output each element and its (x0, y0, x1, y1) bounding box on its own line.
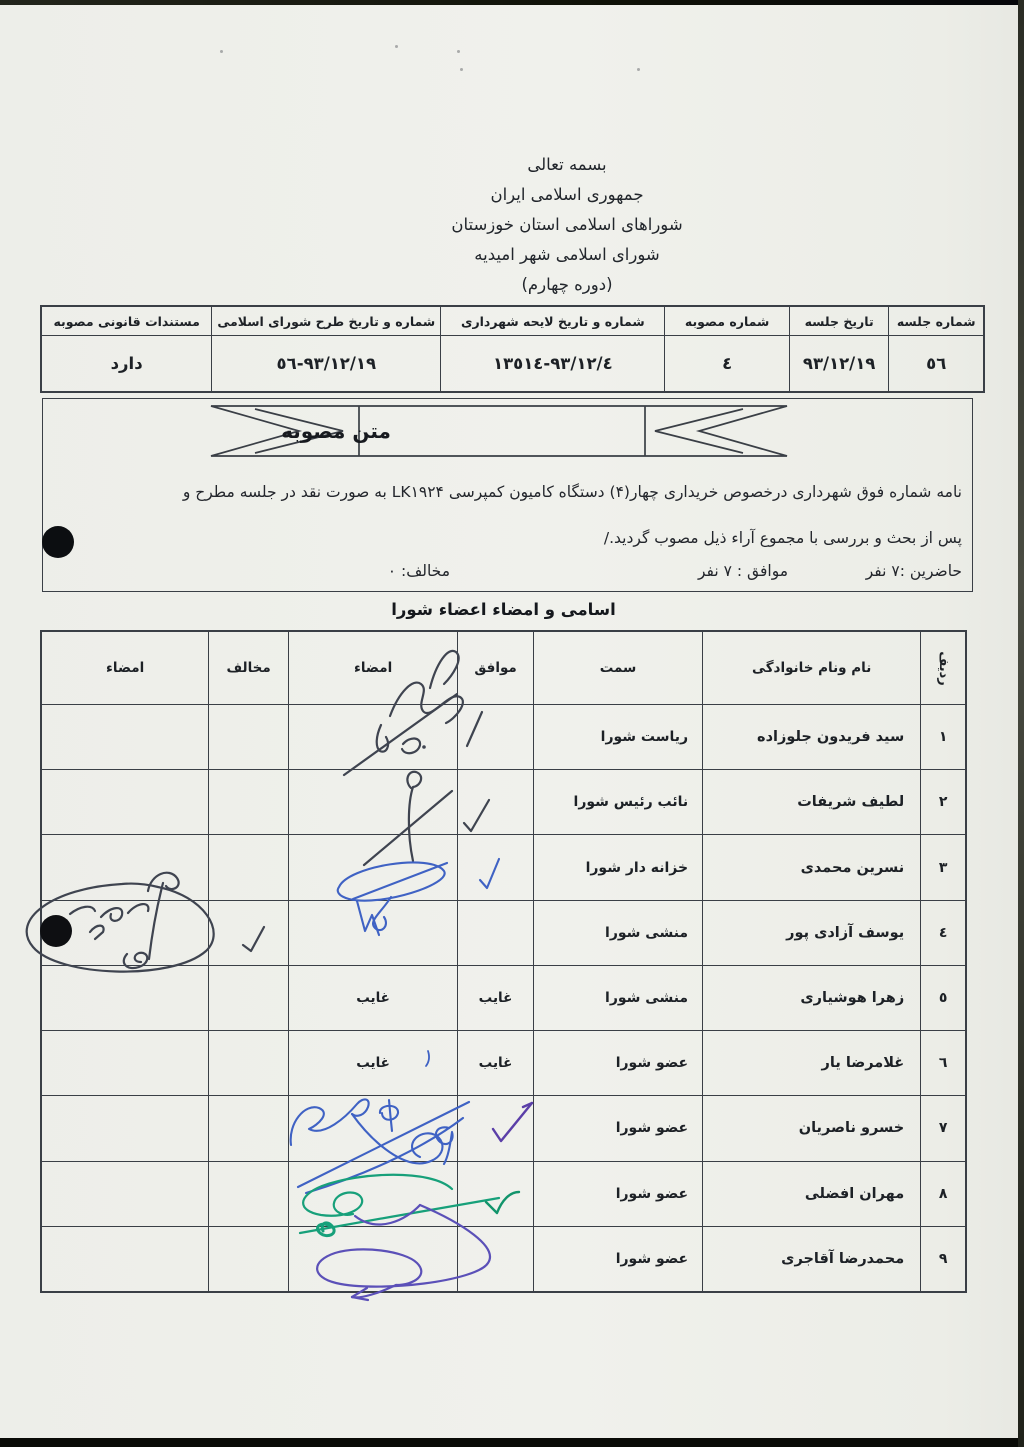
row-no: ٤ (920, 901, 965, 965)
scan-speck (637, 68, 640, 71)
member-name: زهرا هوشیاری (702, 966, 920, 1030)
signature-cell (288, 705, 457, 769)
row-no: ٣ (920, 835, 965, 899)
signature-cell (288, 835, 457, 899)
signature-cell (288, 770, 457, 834)
summary-value: ٩٣/١٢/١٩ (802, 354, 876, 373)
summary-col-session-no (888, 307, 983, 391)
row-no: ١ (920, 705, 965, 769)
letterhead-line-city-council: شورای اسلامی شهر امیدیه (474, 245, 660, 264)
col-header-signature: امضاء (288, 632, 457, 704)
member-row-3 (42, 834, 965, 899)
letterhead-line-province-councils: شوراهای اسلامی استان خوزستان (451, 215, 683, 234)
agree-cell (457, 1096, 533, 1160)
row-no: ٩ (920, 1227, 965, 1291)
oppose-cell (208, 770, 288, 834)
signature-cell (288, 1227, 457, 1291)
member-position: نائب رئیس شورا (533, 770, 702, 834)
member-name: یوسف آزادی پور (702, 901, 920, 965)
col-header-position: سمت (533, 632, 702, 704)
agree-cell (457, 835, 533, 899)
member-row-1 (42, 705, 965, 769)
scan-speck (457, 50, 460, 53)
agree-cell (457, 1162, 533, 1226)
col-header-agree: موافق (457, 632, 533, 704)
agree-cell-absent: غایب (457, 1031, 533, 1095)
summary-header: شماره و تاریخ لایحه شهرداری (441, 307, 664, 336)
member-row-4 (42, 900, 965, 965)
oppose-signature-cell (42, 835, 208, 899)
row-no: ٥ (920, 966, 965, 1030)
members-table-header (42, 632, 965, 705)
member-row-6 (42, 1030, 965, 1095)
oppose-signature-cell (42, 770, 208, 834)
attendance-oppose: مخالف: ۰ (387, 562, 450, 580)
member-name: محمدرضا آقاجری (702, 1227, 920, 1291)
scan-speck (460, 68, 463, 71)
summary-table (40, 305, 985, 393)
member-position: ریاست شورا (533, 705, 702, 769)
oppose-cell (208, 1031, 288, 1095)
oppose-cell (208, 901, 288, 965)
letterhead-line-term: (دوره چهارم) (521, 275, 613, 294)
row-no: ٢ (920, 770, 965, 834)
scan-edge-bottom (0, 1438, 1024, 1447)
member-position: منشی شورا (533, 901, 702, 965)
oppose-cell (208, 835, 288, 899)
summary-col-legal-docs (42, 307, 211, 391)
row-no: ٨ (920, 1162, 965, 1226)
oppose-cell (208, 1096, 288, 1160)
scan-speck (220, 50, 223, 53)
oppose-signature-cell (42, 1031, 208, 1095)
summary-header: شماره جلسه (889, 307, 983, 336)
agree-cell (457, 1227, 533, 1291)
oppose-signature-cell (42, 1162, 208, 1226)
summary-col-council-plan (211, 307, 440, 391)
signature-cell (288, 1162, 457, 1226)
member-name: نسرین محمدی (702, 835, 920, 899)
oppose-cell (208, 1227, 288, 1291)
member-name: سید فریدون جلوزاده (702, 705, 920, 769)
signature-cell-absent: غایب (288, 1031, 457, 1095)
oppose-signature-cell (42, 966, 208, 1030)
resolution-text-line2: پس از بحث و بررسی با مجموع آراء ذیل مصوب گردید./ (603, 529, 962, 547)
letterhead-line-basmala: بسمه تعالی (527, 155, 607, 174)
summary-header: شماره و تاریخ طرح شورای اسلامی (212, 307, 440, 336)
signature-cell (288, 1096, 457, 1160)
member-row-8 (42, 1161, 965, 1226)
agree-cell (457, 705, 533, 769)
scan-edge-top (0, 0, 1024, 5)
scan-speck (395, 45, 398, 48)
oppose-signature-cell (42, 1227, 208, 1291)
oppose-signature-cell (42, 1096, 208, 1160)
col-header-signature-2: امضاء (106, 660, 145, 676)
signature-cell (288, 901, 457, 965)
summary-value: ٩٣/١٢/٤-١٣٥١٤ (493, 354, 613, 373)
summary-col-session-date (789, 307, 889, 391)
members-table (40, 630, 967, 1293)
agree-cell-absent: غایب (457, 966, 533, 1030)
oppose-cell (208, 705, 288, 769)
agree-cell (457, 770, 533, 834)
letterhead-line-country: جمهوری اسلامی ایران (490, 185, 644, 204)
row-no: ٧ (920, 1096, 965, 1160)
member-position: عضو شورا (533, 1031, 702, 1095)
summary-value: ٤ (722, 354, 733, 373)
col-header-oppose: مخالف (208, 632, 288, 704)
summary-value: ٥٦ (926, 354, 947, 373)
row-no: ٦ (920, 1031, 965, 1095)
member-position: عضو شورا (533, 1096, 702, 1160)
summary-col-municipality-bill (440, 307, 664, 391)
member-position: عضو شورا (533, 1227, 702, 1291)
attendance-present: حاضرین :۷ نفر (865, 562, 962, 580)
resolution-banner-title: متن مصوبه (281, 419, 391, 443)
summary-value: ٩٣/١٢/١٩-٥٦ (276, 354, 377, 373)
oppose-signature-cell (42, 901, 208, 965)
oppose-cell (208, 1162, 288, 1226)
summary-header: شماره مصوبه (665, 307, 788, 336)
oppose-cell (208, 966, 288, 1030)
summary-header: تاریخ جلسه (790, 307, 889, 336)
letterhead (104, 150, 1024, 300)
member-name: مهران افضلی (702, 1162, 920, 1226)
members-section-title: اسامی و امضاء اعضاء شورا (391, 600, 616, 619)
col-header-row-no: ردیف (920, 632, 965, 704)
resolution-text-line1: نامه شماره فوق شهرداری درخصوص خریداری چهار(۴) دستگاه کامیون کمپرسی LK۱۹۲۴ به صورت نقد در جلسه مطرح و (182, 483, 962, 501)
resolution-box (42, 398, 973, 592)
member-row-2 (42, 769, 965, 834)
member-name: لطیف شریفات (702, 770, 920, 834)
member-name: خسرو ناصریان (702, 1096, 920, 1160)
summary-col-resolution-no (664, 307, 788, 391)
member-row-9 (42, 1226, 965, 1291)
member-position: عضو شورا (533, 1162, 702, 1226)
member-position: منشی شورا (533, 966, 702, 1030)
member-row-5 (42, 965, 965, 1030)
summary-value: دارد (110, 354, 143, 373)
agree-cell (457, 901, 533, 965)
member-row-7 (42, 1095, 965, 1160)
signature-cell-absent: غایب (288, 966, 457, 1030)
oppose-signature-cell (42, 705, 208, 769)
summary-header: مستندات قانونی مصوبه (42, 307, 211, 336)
member-position: خزانه دار شورا (533, 835, 702, 899)
attendance-agree: موافق : ۷ نفر (698, 562, 788, 580)
col-header-name: نام ونام خانوادگی (702, 632, 920, 704)
member-name: غلامرضا یار (702, 1031, 920, 1095)
